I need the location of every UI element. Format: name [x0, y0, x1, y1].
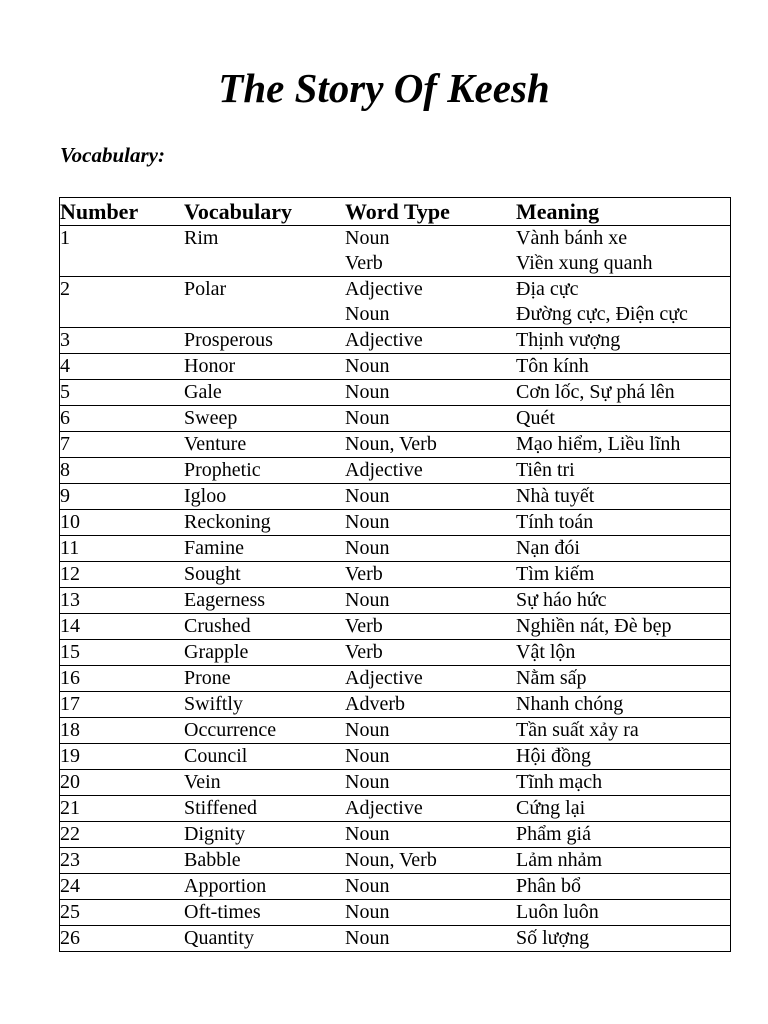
table-row	[60, 822, 731, 848]
table-row	[60, 458, 731, 484]
cell-word-type	[345, 926, 516, 952]
cell-word-type	[345, 770, 516, 796]
cell-vocabulary: Polar	[184, 277, 345, 328]
cell-vocabulary: Grapple	[184, 640, 345, 666]
cell-word-type	[345, 744, 516, 770]
word-type-line: Noun	[345, 927, 390, 949]
cell-vocabulary: Crushed	[184, 614, 345, 640]
meaning-line: Tìm kiếm	[516, 563, 595, 585]
table-row	[60, 770, 731, 796]
word-type-line: Adjective	[345, 329, 423, 351]
meaning-line: Sự háo hức	[516, 589, 607, 611]
table-row	[60, 848, 731, 874]
word-type-line: Noun, Verb	[345, 849, 437, 871]
word-type-line: Noun	[345, 407, 390, 429]
meaning-line: Quét	[516, 407, 555, 429]
cell-number: 5	[60, 380, 185, 406]
cell-meaning	[516, 510, 731, 536]
cell-vocabulary: Apportion	[184, 874, 345, 900]
cell-vocabulary: Sweep	[184, 406, 345, 432]
meaning-line: Mạo hiểm, Liều lĩnh	[516, 433, 681, 455]
cell-meaning	[516, 666, 731, 692]
cell-word-type	[345, 796, 516, 822]
cell-vocabulary: Honor	[184, 354, 345, 380]
word-type-line: Noun	[345, 381, 390, 403]
cell-word-type	[345, 848, 516, 874]
cell-vocabulary: Eagerness	[184, 588, 345, 614]
cell-meaning	[516, 406, 731, 432]
meaning-line: Nhanh chóng	[516, 693, 624, 715]
cell-meaning	[516, 536, 731, 562]
cell-number: 11	[60, 536, 185, 562]
vocabulary-table	[59, 197, 731, 952]
header-vocabulary: Vocabulary	[184, 198, 345, 226]
meaning-line: Tính toán	[516, 511, 594, 533]
table-row	[60, 926, 731, 952]
cell-vocabulary: Council	[184, 744, 345, 770]
table-row	[60, 744, 731, 770]
table-body	[60, 226, 731, 952]
word-type-line: Adjective	[345, 459, 423, 481]
cell-number: 19	[60, 744, 185, 770]
cell-meaning	[516, 692, 731, 718]
word-type-line: Noun	[345, 227, 390, 249]
table-row	[60, 562, 731, 588]
table-header-row	[60, 198, 731, 226]
cell-vocabulary: Oft-times	[184, 900, 345, 926]
cell-meaning	[516, 718, 731, 744]
cell-number: 26	[60, 926, 185, 952]
meaning-line: Lảm nhảm	[516, 849, 603, 871]
cell-number: 12	[60, 562, 185, 588]
table-row	[60, 692, 731, 718]
cell-meaning	[516, 380, 731, 406]
document-title: The Story Of Keesh	[218, 65, 550, 111]
cell-vocabulary: Reckoning	[184, 510, 345, 536]
cell-number: 21	[60, 796, 185, 822]
table-row	[60, 380, 731, 406]
cell-word-type	[345, 380, 516, 406]
header-word-type: Word Type	[345, 198, 516, 226]
meaning-line: Luôn luôn	[516, 901, 599, 923]
cell-meaning	[516, 770, 731, 796]
cell-meaning	[516, 354, 731, 380]
table-row	[60, 640, 731, 666]
cell-word-type	[345, 406, 516, 432]
word-type-line: Noun	[345, 303, 390, 325]
meaning-line: Nạn đói	[516, 537, 580, 559]
cell-number: 2	[60, 277, 185, 328]
cell-meaning	[516, 874, 731, 900]
cell-number: 13	[60, 588, 185, 614]
meaning-line: Phẩm giá	[516, 823, 591, 845]
cell-vocabulary: Swiftly	[184, 692, 345, 718]
cell-vocabulary: Occurrence	[184, 718, 345, 744]
cell-vocabulary: Sought	[184, 562, 345, 588]
cell-word-type	[345, 562, 516, 588]
cell-word-type	[345, 510, 516, 536]
cell-vocabulary: Prosperous	[184, 328, 345, 354]
word-type-line: Noun	[345, 537, 390, 559]
word-type-line: Noun, Verb	[345, 433, 437, 455]
word-type-line: Noun	[345, 745, 390, 767]
cell-word-type	[345, 666, 516, 692]
meaning-line: Cứng lại	[516, 797, 586, 819]
cell-meaning	[516, 226, 731, 277]
cell-vocabulary: Igloo	[184, 484, 345, 510]
word-type-line: Noun	[345, 355, 390, 377]
table-row	[60, 874, 731, 900]
cell-meaning	[516, 588, 731, 614]
meaning-line: Tiên tri	[516, 459, 575, 481]
table-row	[60, 277, 731, 328]
word-type-line: Noun	[345, 589, 390, 611]
meaning-line: Tĩnh mạch	[516, 771, 603, 793]
cell-number: 7	[60, 432, 185, 458]
cell-word-type	[345, 692, 516, 718]
meaning-line: Nằm sấp	[516, 667, 587, 689]
word-type-line: Noun	[345, 823, 390, 845]
meaning-line: Vành bánh xe	[516, 227, 628, 249]
cell-meaning	[516, 744, 731, 770]
meaning-line: Tần suất xảy ra	[516, 719, 639, 741]
cell-word-type	[345, 822, 516, 848]
cell-number: 14	[60, 614, 185, 640]
cell-word-type	[345, 354, 516, 380]
meaning-line: Nhà tuyết	[516, 485, 595, 507]
meaning-line: Cơn lốc, Sự phá lên	[516, 381, 675, 403]
cell-number: 1	[60, 226, 185, 277]
table-row	[60, 536, 731, 562]
word-type-line: Verb	[345, 252, 383, 274]
cell-number: 25	[60, 900, 185, 926]
cell-meaning	[516, 796, 731, 822]
word-type-line: Noun	[345, 771, 390, 793]
word-type-line: Noun	[345, 875, 390, 897]
meaning-line: Địa cực	[516, 278, 579, 300]
cell-word-type	[345, 640, 516, 666]
cell-number: 24	[60, 874, 185, 900]
word-type-line: Verb	[345, 563, 383, 585]
cell-meaning	[516, 328, 731, 354]
meaning-line: Viền xung quanh	[516, 252, 653, 274]
table-row	[60, 406, 731, 432]
cell-number: 15	[60, 640, 185, 666]
meaning-line: Số lượng	[516, 927, 590, 949]
cell-number: 3	[60, 328, 185, 354]
word-type-line: Noun	[345, 901, 390, 923]
cell-meaning	[516, 900, 731, 926]
cell-word-type	[345, 484, 516, 510]
table-row	[60, 432, 731, 458]
cell-vocabulary: Babble	[184, 848, 345, 874]
cell-number: 6	[60, 406, 185, 432]
table-row	[60, 614, 731, 640]
table-row	[60, 354, 731, 380]
cell-word-type	[345, 458, 516, 484]
table-row	[60, 900, 731, 926]
table-row	[60, 226, 731, 277]
section-heading: Vocabulary:	[60, 143, 165, 167]
meaning-line: Nghiền nát, Đè bẹp	[516, 615, 672, 637]
cell-word-type	[345, 614, 516, 640]
cell-number: 17	[60, 692, 185, 718]
cell-word-type	[345, 432, 516, 458]
header-number: Number	[60, 198, 185, 226]
cell-meaning	[516, 484, 731, 510]
word-type-line: Noun	[345, 485, 390, 507]
cell-word-type	[345, 226, 516, 277]
cell-word-type	[345, 718, 516, 744]
cell-vocabulary: Stiffened	[184, 796, 345, 822]
cell-meaning	[516, 848, 731, 874]
cell-meaning	[516, 458, 731, 484]
cell-number: 23	[60, 848, 185, 874]
table-row	[60, 484, 731, 510]
table-row	[60, 510, 731, 536]
meaning-line: Tôn kính	[516, 355, 589, 377]
cell-word-type	[345, 536, 516, 562]
cell-vocabulary: Dignity	[184, 822, 345, 848]
word-type-line: Noun	[345, 719, 390, 741]
cell-meaning	[516, 640, 731, 666]
cell-word-type	[345, 588, 516, 614]
cell-meaning	[516, 614, 731, 640]
cell-vocabulary: Famine	[184, 536, 345, 562]
table-row	[60, 796, 731, 822]
meaning-line: Vật lộn	[516, 641, 576, 663]
cell-vocabulary: Gale	[184, 380, 345, 406]
cell-meaning	[516, 822, 731, 848]
cell-number: 4	[60, 354, 185, 380]
cell-number: 8	[60, 458, 185, 484]
cell-number: 22	[60, 822, 185, 848]
word-type-line: Adjective	[345, 278, 423, 300]
meaning-line: Phân bổ	[516, 875, 581, 897]
cell-vocabulary: Vein	[184, 770, 345, 796]
word-type-line: Adjective	[345, 797, 423, 819]
cell-vocabulary: Venture	[184, 432, 345, 458]
cell-number: 20	[60, 770, 185, 796]
cell-number: 18	[60, 718, 185, 744]
word-type-line: Adjective	[345, 667, 423, 689]
word-type-line: Verb	[345, 641, 383, 663]
cell-word-type	[345, 328, 516, 354]
table-row	[60, 718, 731, 744]
cell-meaning	[516, 926, 731, 952]
header-meaning: Meaning	[516, 198, 731, 226]
meaning-line: Đường cực, Điện cực	[516, 303, 688, 325]
word-type-line: Verb	[345, 615, 383, 637]
table-row	[60, 588, 731, 614]
meaning-line: Thịnh vượng	[516, 329, 621, 351]
cell-number: 16	[60, 666, 185, 692]
cell-word-type	[345, 900, 516, 926]
cell-meaning	[516, 562, 731, 588]
table-row	[60, 666, 731, 692]
table-row	[60, 328, 731, 354]
word-type-line: Adverb	[345, 693, 405, 715]
cell-vocabulary: Prone	[184, 666, 345, 692]
cell-meaning	[516, 277, 731, 328]
cell-number: 9	[60, 484, 185, 510]
cell-number: 10	[60, 510, 185, 536]
cell-word-type	[345, 277, 516, 328]
word-type-line: Noun	[345, 511, 390, 533]
cell-word-type	[345, 874, 516, 900]
cell-vocabulary: Rim	[184, 226, 345, 277]
cell-vocabulary: Quantity	[184, 926, 345, 952]
cell-meaning	[516, 432, 731, 458]
meaning-line: Hội đồng	[516, 745, 591, 767]
cell-vocabulary: Prophetic	[184, 458, 345, 484]
